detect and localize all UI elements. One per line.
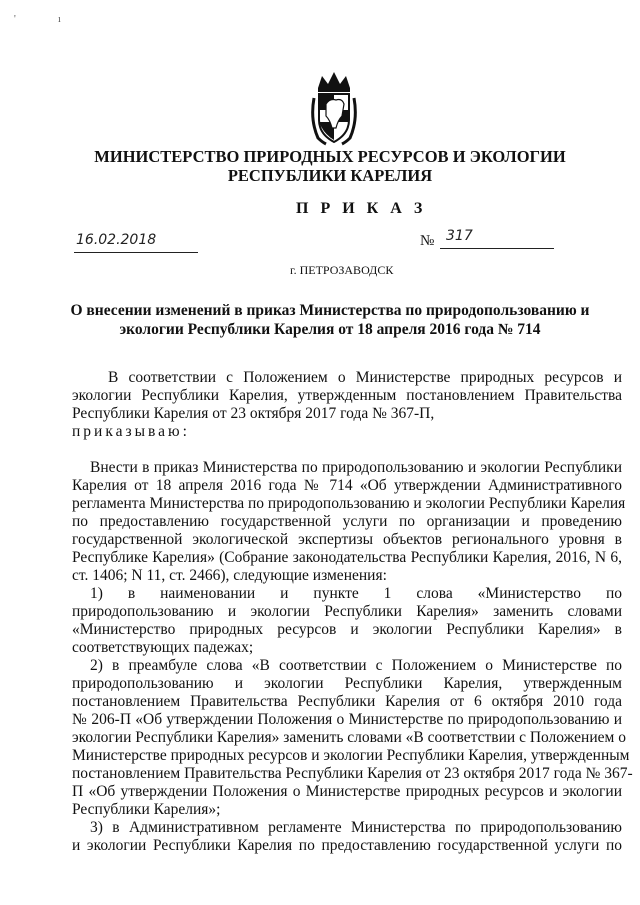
body-line: Внести в приказ Министерства по природопользованию и экологии Республики	[90, 459, 622, 476]
order-subject-line2: экологии Республики Карелия от 18 апреля 2016 года № 714	[119, 321, 541, 338]
order-number-label: №	[420, 233, 435, 249]
body-line: Министерстве природных ресурсов и экологии Республики Карелия, утвержденным	[72, 747, 630, 764]
body-line: постановлением Правительства Республики Карелия от 6 октября 2010 года	[72, 693, 622, 710]
body-line: Республике Карелия» (Собрание законодательства Республики Карелия, 2016, N 6,	[72, 549, 622, 566]
body-line: по предоставлению государственной услуги по организации и проведению	[72, 513, 622, 530]
body-line: регламента Министерства по природопользованию и экологии Республики Карелия	[72, 495, 626, 512]
body-line: и экологии Республики Карелия по предоставлению государственной услуги по	[72, 837, 622, 854]
ministry-name-line2: РЕСПУБЛИКИ КАРЕЛИЯ	[227, 166, 433, 185]
scan-mark: '	[14, 14, 16, 25]
scan-mark: ı	[58, 14, 61, 25]
body-line: № 206-П «Об утверждении Положения о Министерстве по природопользованию и	[72, 711, 622, 728]
coat-of-arms-emblem	[308, 68, 360, 148]
order-title: П Р И К А З	[296, 200, 427, 217]
body-line: соответствующих падежах;	[72, 639, 254, 656]
order-date: 16.02.2018	[74, 232, 198, 253]
body-line: 1) в наименовании и пункте 1 слова «Министерство по	[90, 585, 622, 602]
body-line: экологии Республики Карелия» заменить словами «В соответствии с Положением о	[72, 729, 626, 746]
body-line: приказываю:	[72, 423, 190, 440]
order-number: 317	[440, 228, 554, 249]
body-line: Республики Карелия»;	[72, 801, 221, 818]
body-line: государственной экологической экспертизы объектов регионального уровня в	[72, 531, 622, 548]
body-line: Карелия от 18 апреля 2016 года № 714 «Об утверждении Административного	[72, 477, 622, 494]
ministry-name-line1: МИНИСТЕРСТВО ПРИРОДНЫХ РЕСУРСОВ И ЭКОЛОГИИ	[94, 147, 566, 166]
body-line: 3) в Административном регламенте Министерства по природопользованию	[90, 819, 622, 836]
city-name: г. ПЕТРОЗАВОДСК	[290, 263, 394, 277]
body-line: П «Об утверждении Положения о Министерстве природных ресурсов и экологии	[72, 783, 622, 800]
body-line: В соответствии с Положением о Министерстве природных ресурсов и	[108, 369, 622, 386]
order-subject-line1: О внесении изменений в приказ Министерства по природопользованию и	[70, 302, 590, 319]
body-line: «Министерство природных ресурсов и экологии Республики Карелия» в	[72, 621, 622, 638]
body-line: 2) в преамбуле слова «В соответствии с Положением о Министерстве по	[90, 657, 622, 674]
body-line: экологии Республики Карелия, утвержденным постановлением Правительства	[72, 387, 622, 404]
body-line: ст. 1406; N 11, ст. 2466), следующие изменения:	[72, 567, 387, 584]
body-line: природопользованию и экологии Республики Карелия, утвержденным	[72, 675, 622, 692]
body-line: Республики Карелия от 23 октября 2017 года № 367-П,	[72, 405, 435, 422]
body-line: природопользованию и экологии Республики Карелия» заменить словами	[72, 603, 622, 620]
body-line: постановлением Правительства Республики Карелия от 23 октября 2017 года № 367-	[72, 765, 633, 782]
